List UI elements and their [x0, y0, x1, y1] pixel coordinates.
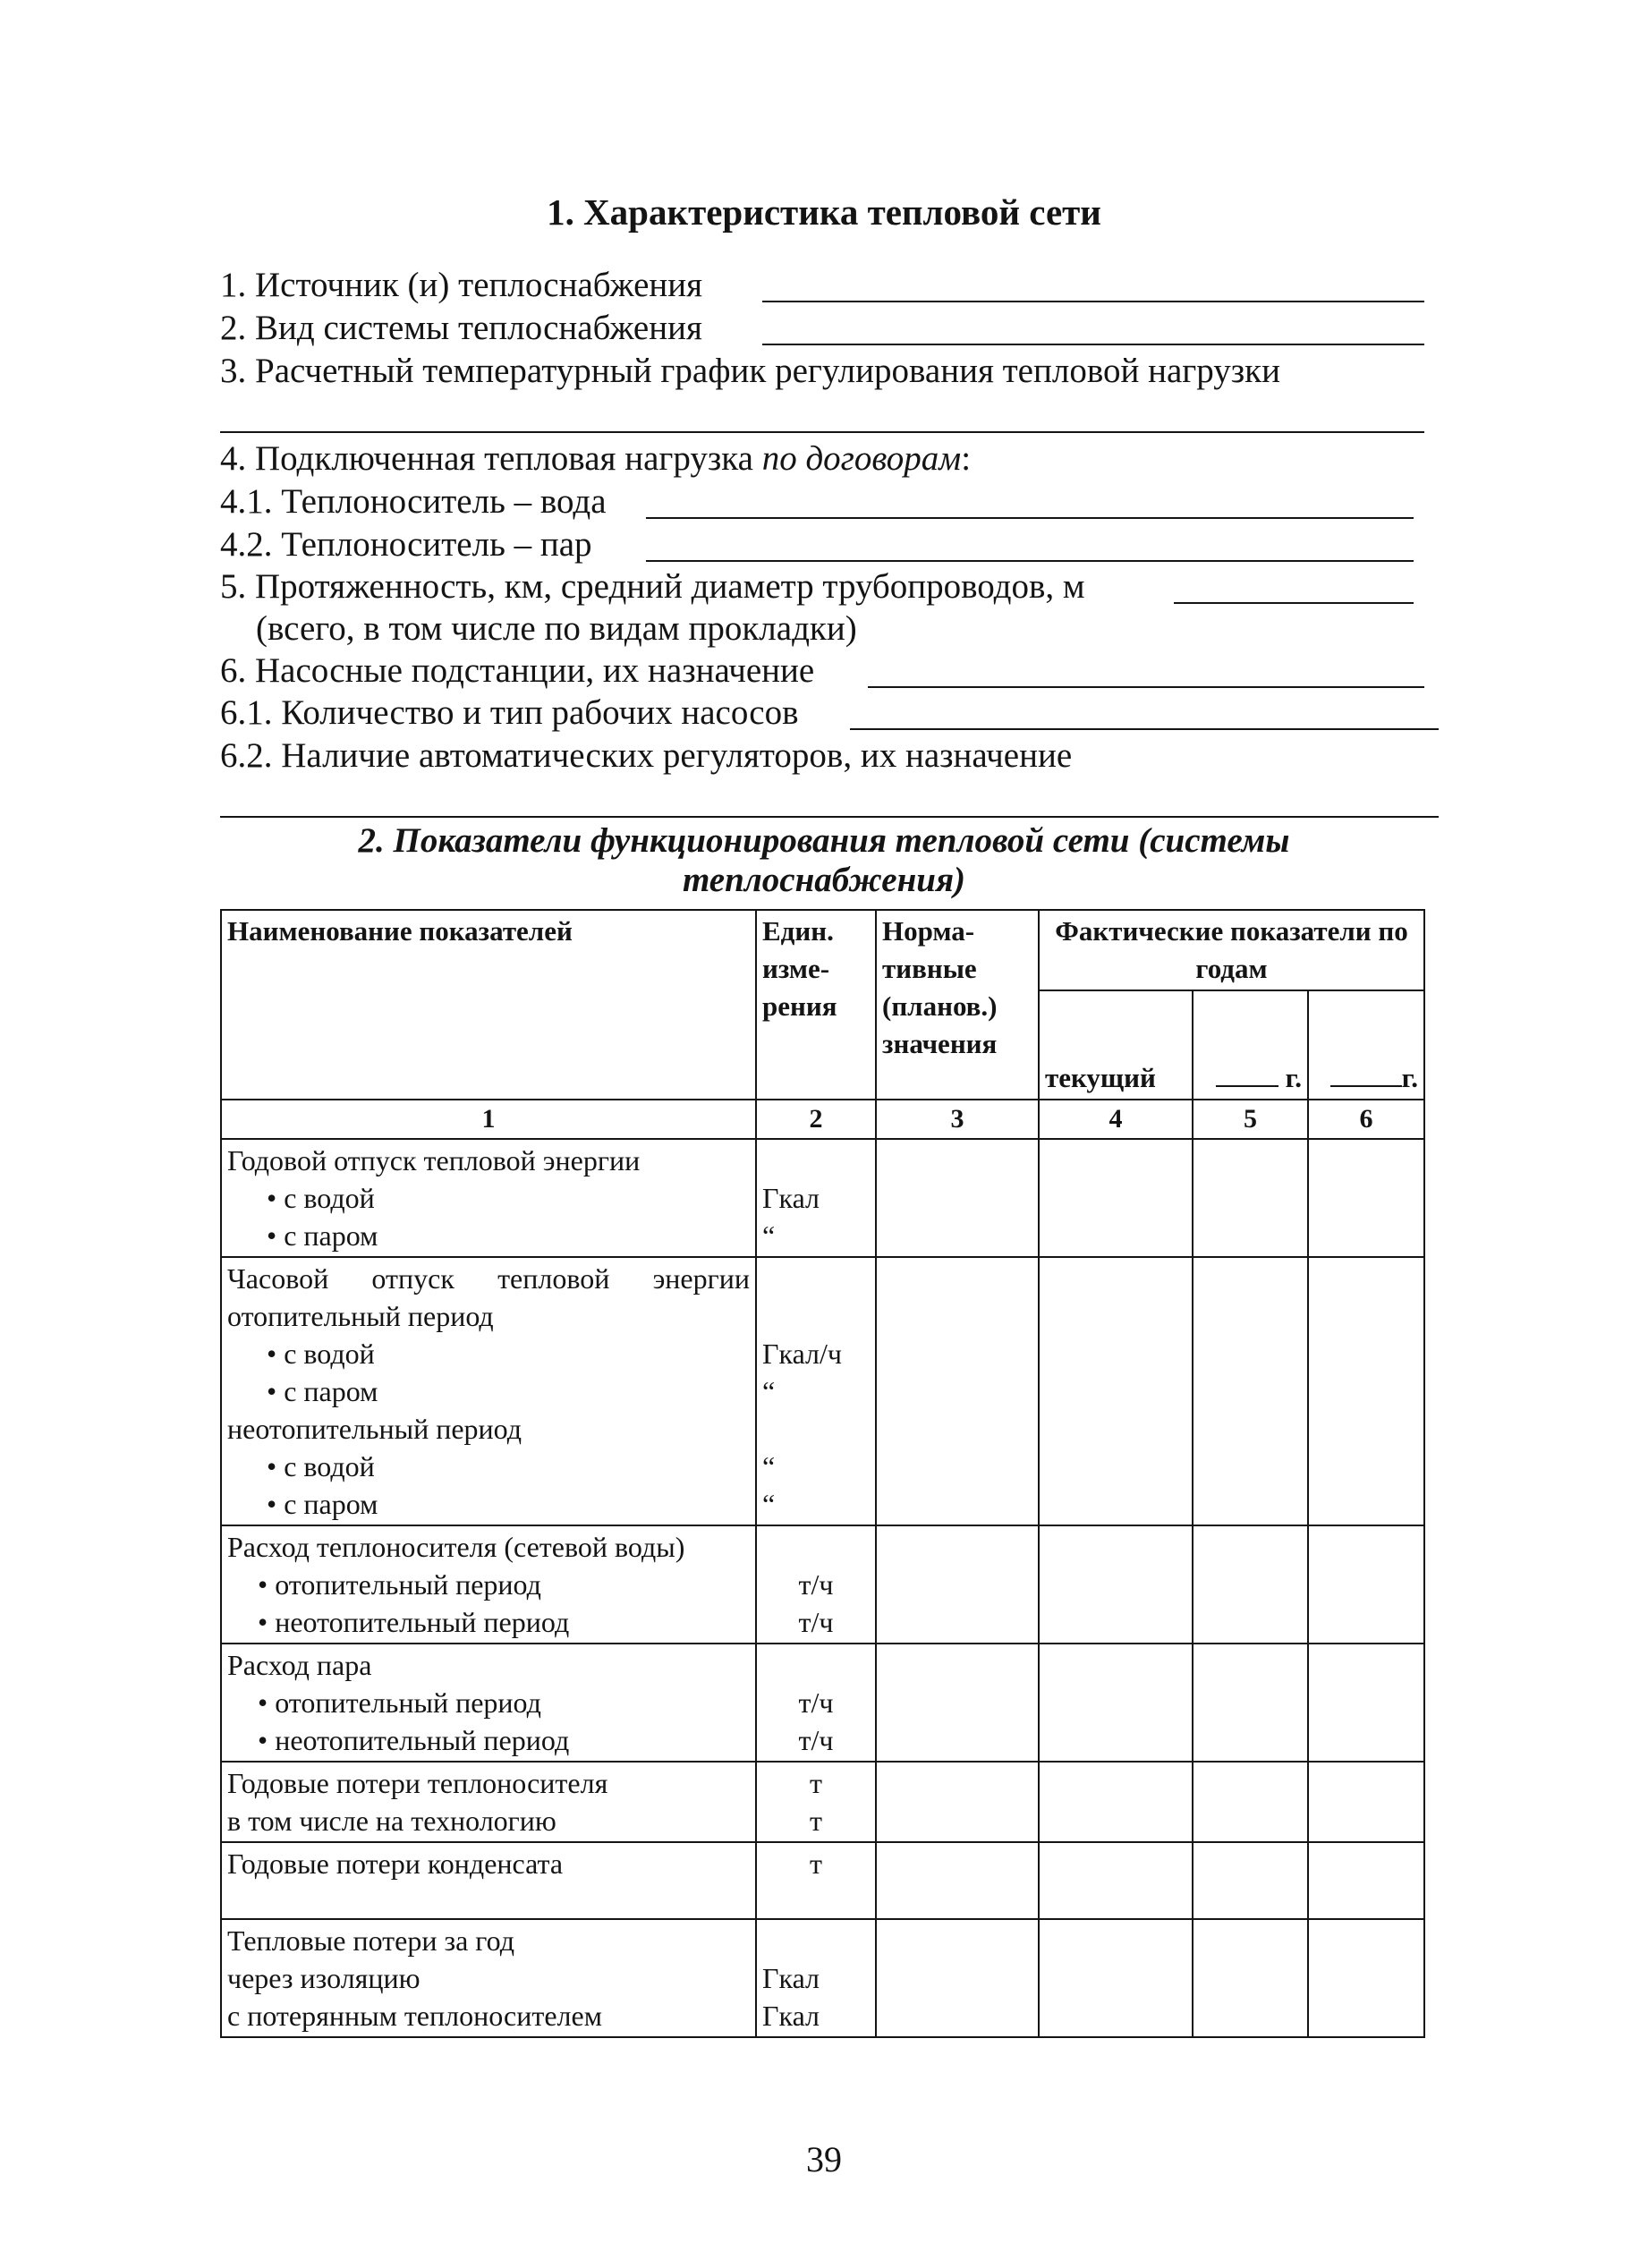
unit-line — [762, 1646, 870, 1684]
unit-line: “ — [762, 1488, 776, 1520]
value-cell — [1193, 1257, 1308, 1525]
row-line: с потерянным теплоносителем — [227, 2000, 602, 2032]
item-steam: 4.2. Теплоноситель – пар — [220, 525, 592, 564]
row-unit — [756, 1525, 876, 1644]
unit-line: т — [810, 1848, 822, 1880]
header-name: Наименование показателей — [221, 910, 756, 1100]
row-line: через изоляцию — [227, 1962, 420, 1994]
row-line: в том числе на технологию — [227, 1805, 556, 1837]
value-cell — [1308, 1139, 1424, 1257]
value-cell — [1193, 1919, 1308, 2037]
value-cell — [1039, 1257, 1193, 1525]
item-length-diameter: 5. Протяженность, км, средний диаметр трубопроводов, м — [220, 567, 1085, 606]
unit-line — [762, 1142, 870, 1179]
unit-line — [762, 1297, 870, 1335]
table-row — [221, 1139, 1424, 1257]
year-suffix-1: г. — [1285, 1062, 1302, 1093]
row-unit — [756, 1762, 876, 1842]
unit-line: “ — [762, 1450, 776, 1482]
row-name — [221, 1762, 756, 1842]
value-cell — [1039, 1762, 1193, 1842]
row-line: • отопительный период — [258, 1686, 541, 1719]
unit-line — [762, 1922, 870, 1959]
row-line: Годовые потери конденсата — [227, 1848, 564, 1880]
unit-line: т/ч — [798, 1686, 834, 1719]
value-cell — [876, 1644, 1039, 1762]
row-line: • отопительный период — [258, 1568, 541, 1601]
table-row — [221, 1919, 1424, 2037]
value-cell — [1308, 1644, 1424, 1762]
indicators-table — [220, 909, 1425, 2038]
row-line: Расход пара — [227, 1649, 372, 1681]
header-year-2 — [1308, 990, 1424, 1100]
unit-line: “ — [762, 1219, 776, 1252]
year-blank — [1216, 1058, 1278, 1087]
item-connected-load — [220, 438, 971, 480]
row-unit — [756, 1139, 876, 1257]
value-cell — [1039, 1842, 1193, 1919]
value-cell — [1308, 1525, 1424, 1644]
row-line: Часовой отпуск тепловой энергии — [227, 1262, 750, 1295]
value-cell — [876, 1842, 1039, 1919]
value-cell — [1308, 1257, 1424, 1525]
unit-line: Гкал — [762, 1962, 820, 1994]
unit-line: Гкал — [762, 1182, 820, 1214]
row-name — [221, 1525, 756, 1644]
section2-title-line2: теплоснабжения) — [682, 861, 966, 899]
row-unit — [756, 1919, 876, 2037]
row-unit — [756, 1257, 876, 1525]
unit-line: Гкал — [762, 2000, 820, 2032]
row-line: • с водой — [267, 1338, 375, 1370]
unit-line: т — [810, 1805, 822, 1837]
col-number: 3 — [876, 1100, 1039, 1139]
value-cell — [1193, 1644, 1308, 1762]
section2-title-line1: 2. Показатели функционирования тепловой сети (системы — [358, 821, 1290, 860]
row-name — [221, 1842, 756, 1919]
value-cell — [1308, 1842, 1424, 1919]
header-unit: Един. изме-рения — [756, 910, 876, 1100]
value-cell — [876, 1525, 1039, 1644]
header-current: текущий — [1039, 990, 1193, 1100]
col-number: 6 — [1308, 1100, 1424, 1139]
col-number: 5 — [1193, 1100, 1308, 1139]
unit-line — [762, 1260, 870, 1297]
row-unit — [756, 1644, 876, 1762]
row-line: Расход теплоносителя (сетевой воды) — [227, 1531, 685, 1563]
item-system-type: 2. Вид системы теплоснабжения — [220, 309, 702, 347]
blank-line — [868, 686, 1424, 688]
table-row — [221, 1762, 1424, 1842]
item-pumps: 6.1. Количество и тип рабочих насосов — [220, 693, 799, 732]
value-cell — [1039, 1139, 1193, 1257]
value-cell — [1193, 1762, 1308, 1842]
row-name — [221, 1919, 756, 2037]
row-line: • неотопительный период — [258, 1606, 570, 1638]
value-cell — [1193, 1139, 1308, 1257]
row-line: отопительный период — [227, 1300, 494, 1332]
row-line: • неотопительный период — [258, 1724, 570, 1756]
col-number: 1 — [221, 1100, 756, 1139]
row-line: Годовой отпуск тепловой энергии — [227, 1144, 641, 1176]
row-name — [221, 1644, 756, 1762]
blank-line — [850, 728, 1439, 730]
page-number: 39 — [806, 2139, 842, 2179]
row-line: неотопительный период — [227, 1413, 522, 1445]
row-line: Годовые потери теплоносителя — [227, 1767, 608, 1799]
value-cell — [876, 1139, 1039, 1257]
item-connected-load-text: 4. Подключенная тепловая нагрузка по договорам: — [220, 439, 972, 478]
col-number: 2 — [756, 1100, 876, 1139]
blank-line — [762, 301, 1424, 302]
value-cell — [1039, 1644, 1193, 1762]
item-source: 1. Источник (и) теплоснабжения — [220, 266, 703, 304]
unit-line: “ — [762, 1375, 776, 1407]
blank-line — [646, 560, 1414, 562]
row-name — [221, 1257, 756, 1525]
value-cell — [1308, 1919, 1424, 2037]
item-water: 4.1. Теплоноситель – вода — [220, 482, 607, 521]
item-regulators: 6.2. Наличие автоматических регуляторов, их назначение — [220, 736, 1073, 775]
unit-line: т — [810, 1767, 822, 1799]
row-line: • с паром — [267, 1219, 378, 1252]
value-cell — [1039, 1525, 1193, 1644]
table-row — [221, 1257, 1424, 1525]
row-unit — [756, 1842, 876, 1919]
row-line: • с водой — [267, 1182, 375, 1214]
table-row — [221, 1842, 1424, 1919]
header-actual: Фактические показатели по годам — [1039, 910, 1424, 990]
section1-title: 1. Характеристика тепловой сети — [547, 191, 1101, 233]
item-temperature-schedule: 3. Расчетный температурный график регулирования тепловой нагрузки — [220, 352, 1280, 390]
value-cell — [876, 1762, 1039, 1842]
row-line: • с паром — [267, 1488, 378, 1520]
year-suffix-2: г. — [1401, 1062, 1419, 1093]
value-cell — [1193, 1842, 1308, 1919]
col-number: 4 — [1039, 1100, 1193, 1139]
blank-line — [646, 517, 1414, 519]
blank-line — [220, 816, 1439, 818]
value-cell — [876, 1919, 1039, 2037]
row-line: • с паром — [267, 1375, 378, 1407]
blank-line — [1174, 602, 1414, 604]
unit-line: т/ч — [798, 1568, 834, 1601]
section2-title — [0, 821, 1648, 900]
value-cell — [1039, 1919, 1193, 2037]
unit-line — [762, 1528, 870, 1566]
value-cell — [876, 1257, 1039, 1525]
table-row — [221, 1525, 1424, 1644]
row-name — [221, 1139, 756, 1257]
row-line: Тепловые потери за год — [227, 1924, 514, 1957]
item-length-note: (всего, в том числе по видам прокладки) — [256, 609, 857, 648]
blank-line — [762, 344, 1424, 345]
unit-line: т/ч — [798, 1606, 834, 1638]
item-pump-stations: 6. Насосные подстанции, их назначение — [220, 651, 815, 690]
value-cell — [1308, 1762, 1424, 1842]
header-norm: Норма-тивные (планов.) значения — [876, 910, 1039, 1100]
row-line: • с водой — [267, 1450, 375, 1482]
unit-line: Гкал/ч — [762, 1338, 842, 1370]
contracts-emphasis: по договорам — [761, 439, 962, 478]
blank-line — [220, 431, 1424, 433]
unit-line — [762, 1410, 870, 1448]
value-cell — [1193, 1525, 1308, 1644]
header-year-1 — [1193, 990, 1308, 1100]
table-row — [221, 1644, 1424, 1762]
unit-line: т/ч — [798, 1724, 834, 1756]
year-blank — [1330, 1058, 1402, 1087]
